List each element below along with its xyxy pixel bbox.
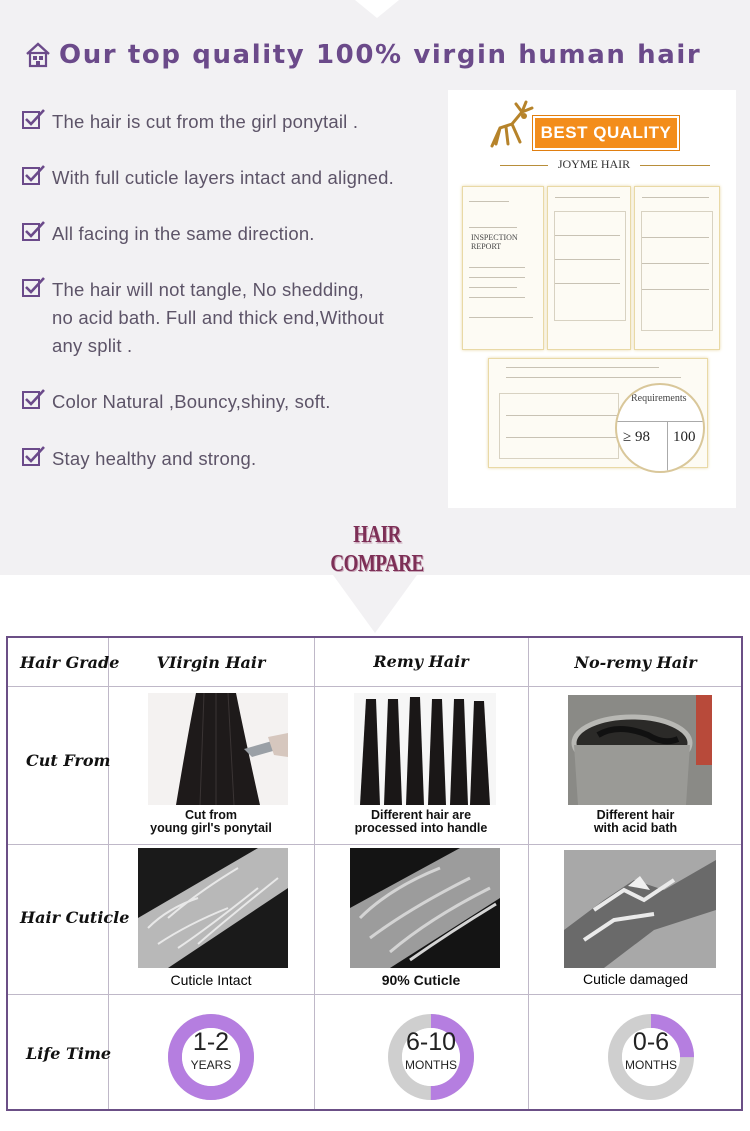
magnifier-value: ≥ 98: [623, 429, 650, 445]
cut-from-caption: [314, 809, 528, 835]
best-quality-badge: BEST QUALITY: [533, 116, 679, 150]
lifetime-unit: MONTHS: [405, 1058, 457, 1072]
lifetime-unit: MONTHS: [625, 1058, 677, 1072]
caption-line: young girl's ponytail: [150, 821, 272, 835]
row-label-cut-from: Cut From: [26, 751, 111, 770]
checkbox-check-icon: [22, 276, 46, 298]
checkbox-check-icon: [22, 220, 46, 242]
lifetime-ring-virgin: [166, 1012, 256, 1102]
lifetime-ring-non-remy: [606, 1012, 696, 1102]
feature-text: The hair will not tangle, No shedding,: [52, 279, 365, 300]
caption-line: processed into handle: [354, 821, 488, 835]
checkbox-check-icon: [22, 164, 46, 186]
feature-text: no acid bath. Full and thick end,Without: [52, 307, 384, 328]
cuticle-caption: Cuticle Intact: [170, 972, 252, 988]
feature-text: any split .: [52, 335, 133, 356]
hair-compare-table: [6, 636, 743, 1111]
cut-from-caption: [108, 809, 314, 835]
feature-multiline: [52, 276, 384, 360]
deer-logo-icon: [482, 98, 538, 154]
feature-item: [22, 276, 384, 360]
magnifier-detail: [615, 383, 705, 473]
lifetime-ring-graphic: [166, 1012, 256, 1102]
checkbox-check-icon: [22, 108, 46, 130]
magnifier-value: 100: [673, 429, 696, 445]
cuticle-90-micrograph: [350, 848, 500, 968]
caption-line: Different hair are: [370, 808, 472, 822]
cuticle-caption: Cuticle damaged: [582, 971, 689, 987]
feature-item: [22, 388, 331, 416]
feature-text: Color Natural ,Bouncy,shiny, soft.: [52, 391, 331, 412]
row-label-life-time: Life Time: [26, 1044, 112, 1063]
caption-line: with acid bath: [593, 821, 678, 835]
cuticle-damaged-micrograph: [564, 850, 716, 968]
lifetime-value: 1-2: [192, 1028, 230, 1056]
feature-item: [22, 164, 394, 192]
header-no-remy-hair: No-remy Hair: [574, 653, 697, 672]
header-hair-grade: Hair Grade: [20, 653, 120, 672]
lifetime-ring-graphic: [606, 1012, 696, 1102]
certificate-doc: [547, 186, 631, 350]
feature-item: [22, 108, 358, 136]
house-icon: [24, 41, 52, 69]
panel-pointer: [333, 575, 417, 633]
feature-text: All facing in the same direction.: [52, 223, 315, 244]
virgin-hair-ponytail-photo: [148, 693, 288, 805]
feature-item: [22, 445, 256, 473]
header-virgin-hair: VIirgin Hair: [156, 653, 266, 672]
feature-item: [22, 220, 315, 248]
checkbox-check-icon: [22, 388, 46, 410]
checkbox-check-icon: [22, 445, 46, 467]
lifetime-ring-remy: [386, 1012, 476, 1102]
certificate-doc: [634, 186, 720, 350]
feature-text: With full cuticle layers intact and aligned.: [52, 167, 394, 188]
lifetime-value: 6-10: [405, 1028, 457, 1056]
top-notch: [355, 0, 399, 18]
caption-line: Different hair: [596, 808, 675, 822]
cut-from-caption: [528, 809, 743, 835]
brand-name: JOYME HAIR: [548, 157, 640, 172]
remy-hair-bundles-photo: [354, 693, 496, 805]
header-remy-hair: Remy Hair: [373, 652, 469, 671]
cuticle-intact-micrograph: [138, 848, 288, 968]
headline: Our top quality 100% virgin human hair: [59, 40, 702, 70]
cuticle-caption: 90% Cuticle: [381, 972, 461, 988]
hair-compare-title: HAIR COMPARE: [330, 521, 424, 578]
lifetime-value: 0-6: [632, 1028, 670, 1056]
caption-line: Cut from: [184, 808, 238, 822]
report-title: INSPECTION REPORT: [471, 233, 518, 251]
feature-text: Stay healthy and strong.: [52, 448, 257, 469]
row-label-hair-cuticle: Hair Cuticle: [20, 908, 130, 927]
lifetime-unit: YEARS: [190, 1058, 232, 1072]
feature-text: The hair is cut from the girl ponytail .: [52, 111, 359, 132]
headline-row: [24, 40, 701, 70]
magnifier-label: Requirements: [631, 393, 687, 404]
certificate-doc: [462, 186, 544, 350]
non-remy-acid-bath-photo: [568, 695, 712, 805]
lifetime-ring-graphic: [386, 1012, 476, 1102]
